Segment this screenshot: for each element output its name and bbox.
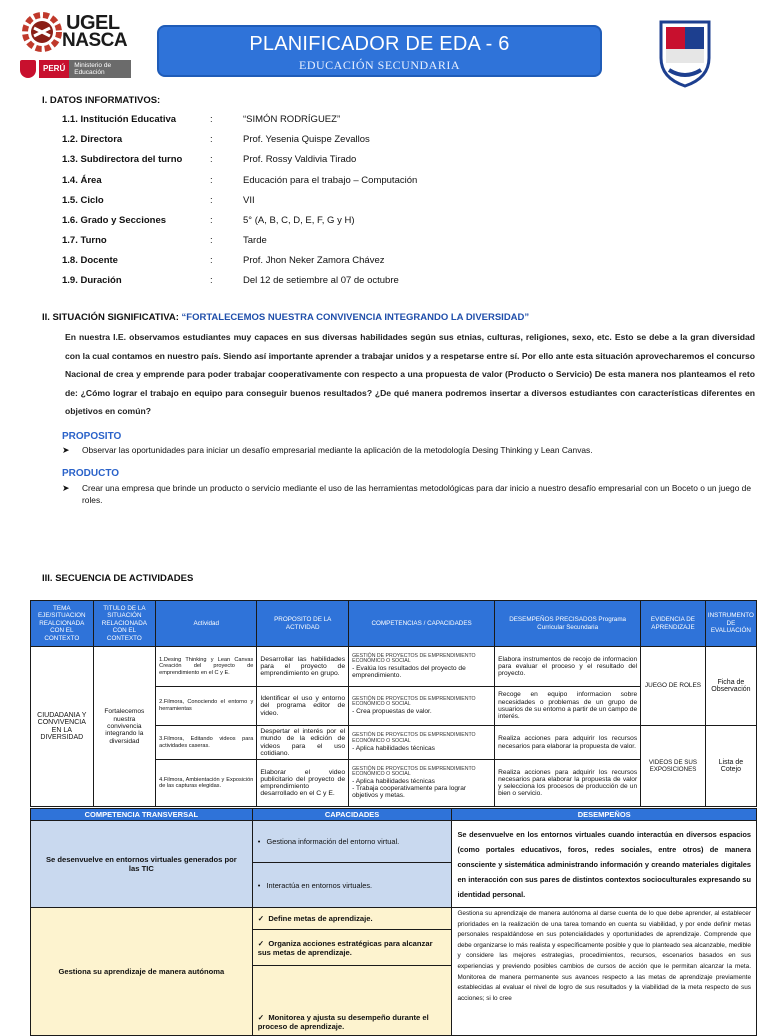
datos-label: 1.2. Directora [62, 134, 123, 145]
capacidad-text: Define metas de aprendizaje. [268, 914, 373, 923]
table-row [31, 821, 757, 863]
evidencia-cell: JUEGO DE ROLES [641, 647, 706, 726]
capacidad-item [352, 745, 491, 752]
proposito-cell: Identificar el uso y entorno del programa editor de video. [257, 687, 349, 726]
datos-value: Prof. Jhon Neker Zamora Chávez [243, 255, 385, 266]
capacidad-text: Trabaja cooperativamente para lograr objetivos y metas. [352, 785, 467, 800]
producto-heading: PRODUCTO [62, 468, 120, 479]
competencia-head: GESTIÓN DE PROYECTOS DE EMPRENDIMIENTO ECONÓMICO O SOCIAL [352, 695, 476, 708]
proposito-cell: Despertar el interés por el mundo de la edición de videos para el uso cotidiano. [257, 726, 349, 760]
capacidad-cell [252, 930, 452, 966]
dot-bullet-icon: • [257, 880, 261, 890]
datos-colon: : [210, 235, 213, 246]
header-capacidades: CAPACIDADES [252, 809, 452, 821]
desempeno-cell: Elabora instrumentos de recojo de informacion para evaluar el proceso y el resultado del proyecto. [495, 647, 641, 687]
capacidad-cell [252, 908, 452, 930]
header-proposito: PROPOSITO DE LA ACTIVIDAD [257, 601, 349, 647]
datos-label: 1.9. Duración [62, 275, 122, 286]
instrumento-cell: Lista de Cotejo [705, 726, 756, 807]
arrow-bullet-icon: ➤ [62, 483, 70, 493]
instrumento-cell: Ficha de Observación [705, 647, 756, 726]
ministerio-badge [20, 58, 138, 80]
transversal-table [30, 808, 757, 1036]
datos-colon: : [210, 215, 213, 226]
proposito-cell: Desarrollar las habilidades para el proyecto de emprendimiento en grupo. [257, 647, 349, 687]
peru-shield-icon [20, 60, 36, 78]
capacidad-item [352, 778, 491, 785]
capacidad-text: Monitorea y ajusta su desempeño durante el proceso de aprendizaje. [257, 1013, 429, 1031]
competencia-autonoma: Gestiona su aprendizaje de manera autónoma [31, 908, 253, 1036]
transversal-header-row [31, 809, 757, 821]
situacion-heading [42, 312, 529, 323]
dash-bullet: - [352, 744, 355, 752]
evidencia-cell: VIDEOS DE SUS EXPOSICIONES [641, 726, 706, 807]
datos-value: Tarde [243, 235, 267, 246]
actividad-cell: 4.Filmora, Ambientación y Exposición de las capturas elegidas. [156, 760, 257, 807]
dash-bullet: - [352, 777, 355, 785]
actividad-cell: 3.Filmora, Editando videos para actividades caseras. [156, 726, 257, 760]
capacidad-text: Interactúa en entornos virtuales. [266, 880, 373, 890]
datos-value: 5° (A, B, C, D, E, F, G y H) [243, 215, 355, 226]
header-competencias: COMPETENCIAS / CAPACIDADES [349, 601, 495, 647]
capacidad-text: Gestiona información del entorno virtual. [266, 837, 400, 846]
nasca-label: NASCA [62, 30, 128, 51]
datos-value: Educación para el trabajo – Computación [243, 175, 418, 186]
header-competencia-transversal: COMPETENCIA TRANSVERSAL [31, 809, 253, 821]
ugel-logo [18, 10, 140, 80]
datos-label: 1.8. Docente [62, 255, 118, 266]
peru-label: PERÚ [39, 60, 69, 78]
table-row [31, 647, 757, 687]
producto-text: Crear una empresa que brinde un producto o servicio mediante el uso de las herramientas metodológicas para dar inicio a nuestro desafío empresarial con un Boceto o un juego de roles. [82, 483, 752, 505]
titulo-cell: Fortalecemos nuestra convivencia integrando la diversidad [93, 647, 156, 807]
datos-label: 1.7. Turno [62, 235, 107, 246]
check-icon: ✓ [257, 1013, 265, 1022]
header-instrumento: INSTRUMENTO DE EVALUACIÓN [705, 601, 756, 647]
table-row [31, 908, 757, 930]
table-header-row [31, 601, 757, 647]
title-banner [157, 25, 602, 77]
secuencia-table [30, 600, 757, 807]
datos-colon: : [210, 175, 213, 186]
proposito-heading: PROPOSITO [62, 431, 122, 442]
datos-colon: : [210, 134, 213, 145]
datos-value: VII [243, 195, 255, 206]
header-desempenos: DESEMPEÑOS PRECISADOS Programa Curricular Secundaria [495, 601, 641, 647]
datos-heading: I. DATOS INFORMATIVOS: [42, 95, 161, 106]
capacidad-text: Evalúa los resultados del proyecto de emprendimiento. [352, 664, 466, 680]
capacidad-cell [252, 821, 452, 863]
desempeno-autonoma: Gestiona su aprendizaje de manera autónoma al darse cuenta de lo que debe aprender, al establecer prioridades en la realización de una tarea tomando en cuenta su viabilidad, y por ende definir metas personales respaldándose en sus potencialidades y oportunidades de aprendizaje. Comprende que debe organizarse lo más realista y específicamente posible y que lo planteado sea alcanzable, medible y considere las mejores estrategias, procedimientos, recursos, escenarios basados en sus experiencias y previendo posibles cambios de cursos de acción que le permitan alcanzar la meta. Monitorea de manera permanente sus avances respecto a las metas de aprendizaje previamente establecidas al evaluar el nivel de logro de sus resultados y la viabilidad de la meta respecto de sus acciones; si lo cree [452, 908, 757, 1036]
datos-value: Prof. Yesenia Quispe Zevallos [243, 134, 370, 145]
competencia-tic: Se desenvuelve en entornos virtuales generados por las TIC [31, 821, 253, 908]
page-header [0, 0, 768, 92]
datos-colon: : [210, 195, 213, 206]
page-subtitle: EDUCACIÓN SECUNDARIA [298, 58, 460, 72]
tema-cell: CIUDADANIA Y CONVIVENCIA EN LA DIVERSIDAD [31, 647, 94, 807]
datos-value: Prof. Rossy Valdivia Tirado [243, 154, 357, 165]
capacidad-text: Aplica habilidades técnicas [355, 744, 435, 752]
proposito-cell: Elaborar el video publicitario del proyecto de emprendimiento desarrollado en el C y E. [257, 760, 349, 807]
school-crest-icon [655, 18, 715, 88]
competencia-cell [349, 687, 495, 726]
datos-colon: : [210, 154, 213, 165]
capacidad-item [352, 665, 491, 680]
actividad-cell: 2.Filmora, Conociendo el entorno y herramientas [156, 687, 257, 726]
ministerio-label: Ministerio de Educación [69, 60, 131, 78]
datos-label: 1.4. Área [62, 175, 102, 186]
desempeno-tic: Se desenvuelve en los entornos virtuales cuando interactúa en diversos espacios (como portales educativos, foros, redes sociales, entre otros) de manera consciente y sistemática administrando información y creando materiales digitales en interacción con sus pares de distintos contextos socioculturales expresando su identidad personal. [452, 821, 757, 908]
competencia-cell [349, 760, 495, 807]
competencia-cell [349, 726, 495, 760]
capacidad-item [352, 785, 491, 800]
gear-logo-icon [20, 10, 64, 54]
desempeno-cell: Realiza acciones para adquirir los recursos necesarios para elaborar la propuesta de valor y selecciona los procesos de producción de un bien o servicio. [495, 760, 641, 807]
competencia-head: GESTIÓN DE PROYECTOS DE EMPRENDIMIENTO ECONÓMICO O SOCIAL [352, 765, 476, 778]
capacidad-cell [252, 966, 452, 1036]
header-tema: TEMA EJE/SITUACION REALCIONADA CON EL CONTEXTO [31, 601, 94, 647]
desempeno-cell: Realiza acciones para adquirir los recursos necesarios para elaborar la propuesta de valor. [495, 726, 641, 760]
arrow-bullet-icon: ➤ [62, 445, 70, 455]
check-icon: ✓ [257, 914, 265, 923]
datos-colon: : [210, 114, 213, 125]
capacidad-cell [252, 863, 452, 908]
capacidad-text: Aplica habilidades técnicas [355, 777, 435, 785]
proposito-text: Observar las oportunidades para iniciar un desafío empresarial mediante la aplicación de la metodología Desing Thinking y Lean Canvas. [82, 445, 593, 455]
datos-colon: : [210, 275, 213, 286]
datos-value: “SIMÓN RODRÍGUEZ” [243, 114, 341, 125]
datos-label: 1.5. Ciclo [62, 195, 104, 206]
situacion-title: “FORTALECEMOS NUESTRA CONVIVENCIA INTEGRANDO LA DIVERSIDAD” [181, 312, 530, 323]
competencia-head: GESTIÓN DE PROYECTOS DE EMPRENDIMIENTO ECONÓMICO O SOCIAL [352, 732, 476, 744]
competencia-head: GESTIÓN DE PROYECTOS DE EMPRENDIMIENTO ECONÓMICO O SOCIAL [352, 652, 476, 665]
datos-label: 1.1. Institución Educativa [62, 114, 177, 125]
competencia-cell [349, 647, 495, 687]
secuencia-heading: III. SECUENCIA DE ACTIVIDADES [42, 573, 194, 584]
desempeno-cell: Recoge en equipo informacion sobre necesidades o problemas de un grupo de usuarios de su entorno a partir de un campo de interés. [495, 687, 641, 726]
datos-value: Del 12 de setiembre al 07 de octubre [243, 275, 399, 286]
datos-colon: : [210, 255, 213, 266]
header-desempenos: DESEMPEÑOS [452, 809, 757, 821]
ugel-label: UGEL [66, 12, 120, 34]
check-icon: ✓ [257, 938, 265, 948]
dash-bullet: - [352, 664, 355, 672]
header-titulo: TITULO DE LA SITUACIÓN RELACIONADA CON EL CONTEXTO [93, 601, 156, 647]
dash-bullet: - [352, 785, 355, 793]
header-evidencia: EVIDENCIA DE APRENDIZAJE [641, 601, 706, 647]
capacidad-text: Crea propuestas de valor. [356, 707, 432, 715]
dash-bullet: - [352, 707, 355, 715]
datos-label: 1.3. Subdirectora del turno [62, 154, 183, 165]
capacidad-item [352, 708, 491, 715]
datos-label: 1.6. Grado y Secciones [62, 215, 167, 226]
dot-bullet-icon: • [257, 837, 261, 846]
capacidad-text: Organiza acciones estratégicas para alcanzar sus metas de aprendizaje. [257, 938, 433, 957]
situacion-label: II. SITUACIÓN SIGNIFICATIVA: [42, 312, 179, 323]
header-actividad: Actividad [156, 601, 257, 647]
situacion-text: En nuestra I.E. observamos estudiantes muy capaces en sus diversas habilidades según sus etnias, culturas, religiones, sexo, etc. Esto se debe a la gran diversidad con la cual contamos en nuestro país. Siendo así importante aprender a trabajar unidos y a respetarse entre sí. Por ello ante esta situación aprovecharemos el concurso Nacional de crea y emprende para poder trabajar cooperativamente con respecto a una propuesta de valor (Producto o Servicio) De esta manera nos planteamos el reto de: ¿Cómo lograr el trabajo en equipo para conseguir buenos resultados? ¿De qué manera podremos insertar a diversos estudiantes con características diferentes en objetivos en común? [65, 332, 755, 416]
page-title: PLANIFICADOR DE EDA - 6 [249, 33, 510, 55]
actividad-cell: 1.Desing Thinking y Lean Canvas Creación del proyecto de emprendimiento en el C y E. [156, 647, 257, 687]
